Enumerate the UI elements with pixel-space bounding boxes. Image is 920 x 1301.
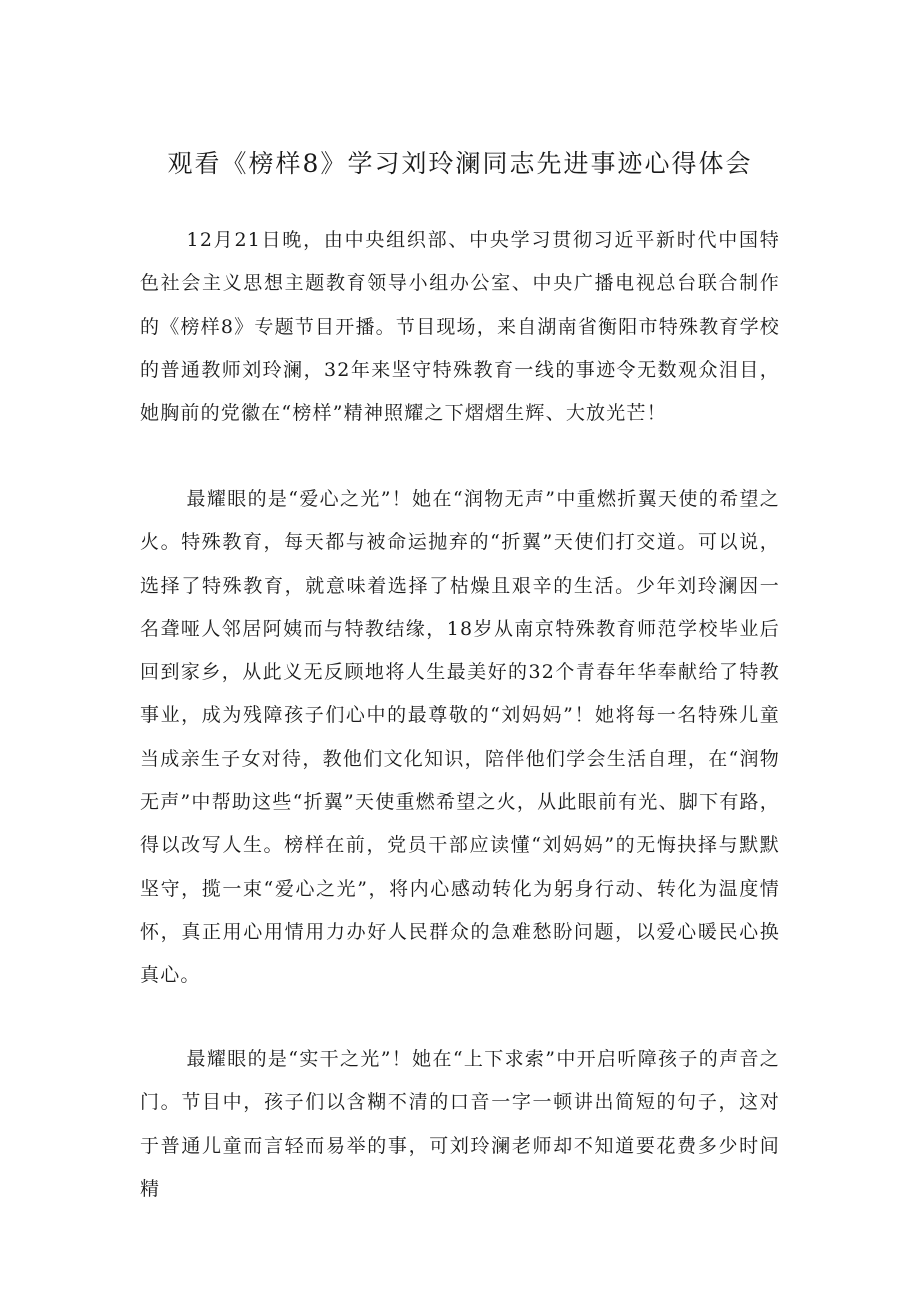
paragraph-hard-work-light: 最耀眼的是“实干之光”！她在“上下求索”中开启听障孩子的声音之门。节目中，孩子们以含糊不清的口音一字一顿讲出简短的句子，这对于普通儿童而言轻而易举的事，可刘玲澜老师却不知道要花费多少时间精 xyxy=(140,1048,780,1200)
paragraph-intro: 12月21日晚，由中央组织部、中央学习贯彻习近平新时代中国特色社会主义思想主题教育领导小组办公室、中央广播电视总台联合制作的《榜样8》专题节目开播。节目现场，来自湖南省衡阳市特殊教育学校的普通教师刘玲澜，32年来坚守特殊教育一线的事迹令无数观众泪目，她胸前的党徽在“榜样”精神照耀之下熠熠生辉、大放光芒！ xyxy=(140,229,780,425)
document-title: 观看《榜样8》学习刘玲澜同志先进事迹心得体会 xyxy=(167,149,753,178)
paragraph-love-light: 最耀眼的是“爱心之光”！她在“润物无声”中重燃折翼天使的希望之火。特殊教育，每天都与被命运抛弃的“折翼”天使们打交道。可以说，选择了特殊教育，就意味着选择了枯燥且艰辛的生活。少年刘玲澜因一名聋哑人邻居阿姨而与特教结缘，18岁从南京特殊教育师范学校毕业后回到家乡，从此义无反顾地将人生最美好的32个青春年华奉献给了特教事业，成为残障孩子们心中的最尊敬的“刘妈妈”！她将每一名特殊儿童当成亲生子女对待，教他们文化知识，陪伴他们学会生活自理，在“润物无声”中帮助这些“折翼”天使重燃希望之火，从此眼前有光、脚下有路，得以改写人生。榜样在前，党员干部应读懂“刘妈妈”的无悔抉择与默默坚守，揽一束“爱心之光”，将内心感动转化为躬身行动、转化为温度情怀，真正用心用情用力办好人民群众的急难愁盼问题，以爱心暖民心换真心。 xyxy=(140,488,780,987)
